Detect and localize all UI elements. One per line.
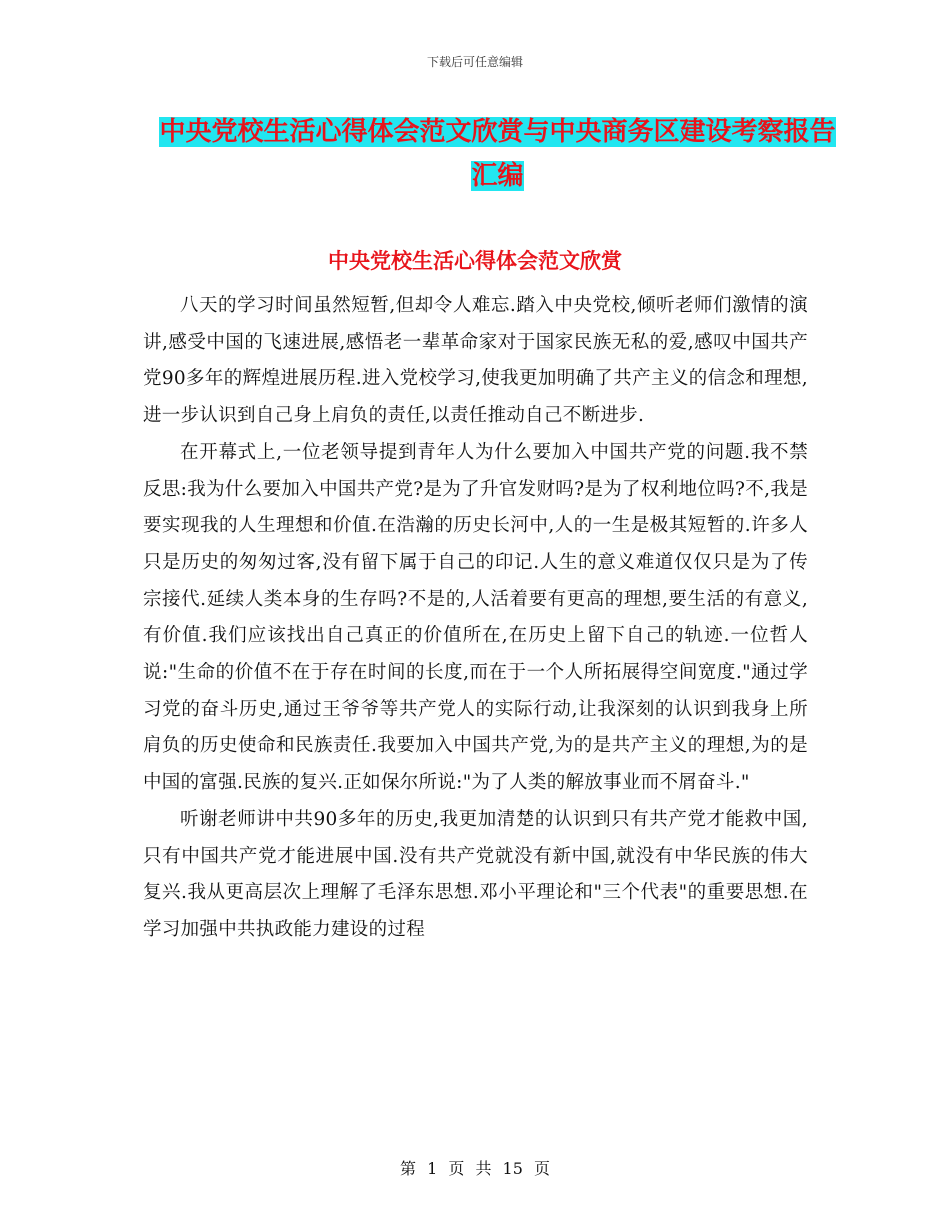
- paragraph-1: 八天的学习时间虽然短暂,但却令人难忘.踏入中央党校,倾听老师们激情的演讲,感受中国的飞速进展,感悟老一辈革命家对于国家民族无私的爱,感叹中国共产党90多年的辉煌进展历程.进入党校学习,使我更加明确了共产主义的信念和理想,进一步认识到自己身上肩负的责任,以责任推动自己不断进步.: [143, 295, 808, 427]
- paragraph-3: 听谢老师讲中共90多年的历史,我更加清楚的认识到只有共产党才能救中国,只有中国共产党才能进展中国.没有共产党就没有新中国,就没有中华民族的伟大复兴.我从更高层次上理解了毛泽东思想.邓小平理论和"三个代表"的重要思想.在学习加强中共执政能力建设的过程: [143, 808, 808, 940]
- paragraph-2: 在开幕式上,一位老领导提到青年人为什么要加入中国共产党的问题.我不禁反思:我为什么要加入中国共产党?是为了升官发财吗?是为了权利地位吗?不,我是要实现我的人生理想和价值.在浩瀚的历史长河中,人的一生是极其短暂的.许多人只是历史的匆匆过客,没有留下属于自己的印记.人生的意义难道仅仅只是为了传宗接代.延续人类本身的生存吗?不是的,人活着要有更高的理想,要生活的有意义,有价值.我们应该找出自己真正的价值所在,在历史上留下自己的轨迹.一位哲人说:"生命的价值不在于存在时间的长度,而在于一个人所拓展得空间宽度."通过学习党的奋斗历史,通过王爷爷等共产党人的实际行动,让我深刻的认识到我身上所肩负的历史使命和民族责任.我要加入中国共产党,为的是共产主义的理想,为的是中国的富强.民族的复兴.正如保尔所说:"为了人类的解放事业而不屑奋斗.": [143, 441, 808, 794]
- page-indicator: 第 1 页 共 15 页: [400, 1159, 550, 1178]
- body-text: [143, 288, 808, 949]
- section-title: 中央党校生活心得体会范文欣赏: [328, 249, 622, 273]
- header-note: 下载后可任意编辑: [426, 55, 523, 69]
- main-title-text: 中央党校生活心得体会范文欣赏与中央商务区建设考察报告汇编: [159, 117, 836, 191]
- main-title: [150, 110, 845, 198]
